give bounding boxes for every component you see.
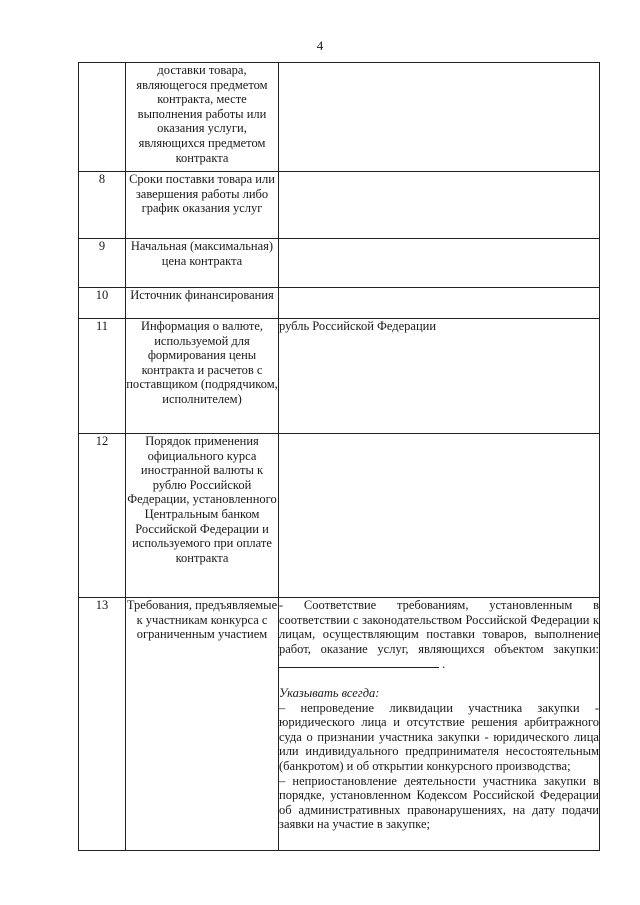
table-row [79, 239, 600, 288]
requirements-cell [279, 598, 600, 851]
row-number [79, 63, 126, 172]
row-name: доставки товара, являющегося предметом контракта, месте выполнения работы или оказания услуги, являющихся предметом контракта [126, 63, 279, 172]
requirements-intro-text: - Соответствие требованиям, установленным в соответствии с законодательством Российской Федерации к лицам, осуществляющим поставки товаров, выполнение работ, оказание услуг, являющихся объектом закупки: [279, 598, 599, 656]
row-value [279, 288, 600, 319]
row-number: 11 [79, 319, 126, 434]
row-value [279, 434, 600, 598]
row-name: Источник финансирования [126, 288, 279, 319]
row-number: 12 [79, 434, 126, 598]
row-number: 9 [79, 239, 126, 288]
table-row [79, 63, 600, 172]
row-value: рубль Российской Федерации [279, 319, 600, 434]
row-name: Порядок применения официального курса иностранной валюты к рублю Российской Федерации, установленного Центральным банком Российской Федерации и используемого при оплате контракта [126, 434, 279, 598]
procurement-table [78, 62, 600, 851]
requirements-intro-end: . [442, 657, 446, 672]
row-number: 10 [79, 288, 126, 319]
requirements-intro [279, 598, 599, 672]
row-value [279, 239, 600, 288]
table-row [79, 319, 600, 434]
row-name: Сроки поставки товара или завершения работы либо график оказания услуг [126, 172, 279, 239]
page-number: 4 [316, 38, 324, 53]
row-number: 8 [79, 172, 126, 239]
row-number: 13 [79, 598, 126, 851]
table-row [79, 172, 600, 239]
row-name: Требования, предъявляемые к участникам конкурса с ограниченным участием [126, 598, 279, 851]
fill-in-blank [279, 656, 439, 668]
requirement-item: – неприостановление деятельности участника закупки в порядке, установленном Кодексом Российской Федерации об административных правонарушениях, на дату подачи заявки на участие в закупке; [279, 773, 599, 832]
table-row [79, 598, 600, 851]
spacer [279, 672, 599, 686]
requirement-item: – непроведение ликвидации участника закупки - юридического лица и отсутствие решения арбитражного суда о признании участника закупки - юридического лица или индивидуального предпринимателя несостоятельным (банкротом) и об открытии конкурсного производства; [279, 700, 599, 773]
row-name: Информация о валюте, используемой для формирования цены контракта и расчетов с поставщиком (подрядчиком, исполнителем) [126, 319, 279, 434]
requirements-note: Указывать всегда: [279, 685, 380, 700]
row-value [279, 63, 600, 172]
row-name: Начальная (максимальная) цена контракта [126, 239, 279, 288]
row-value [279, 172, 600, 239]
table-row [79, 288, 600, 319]
table-row [79, 434, 600, 598]
